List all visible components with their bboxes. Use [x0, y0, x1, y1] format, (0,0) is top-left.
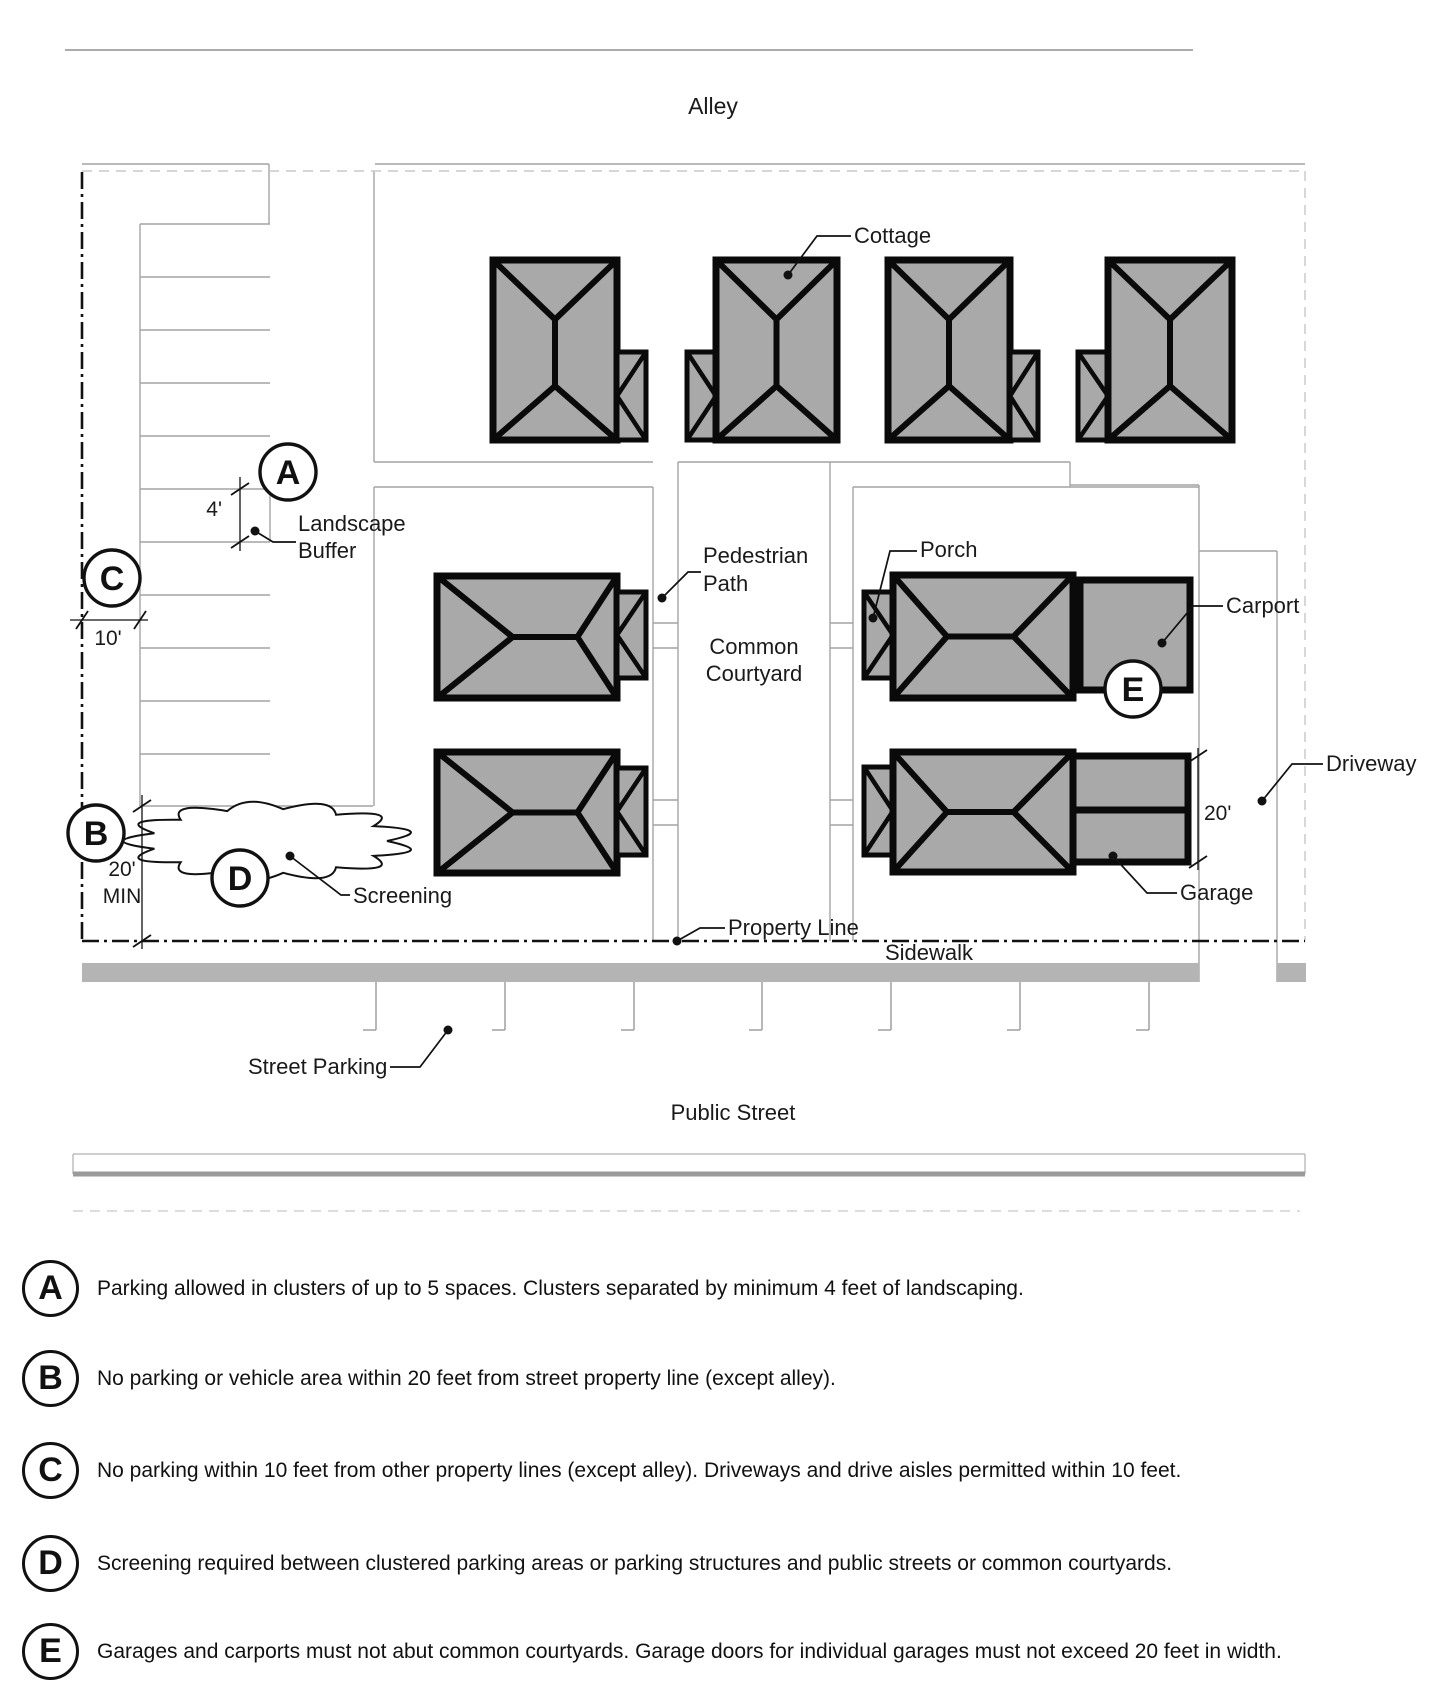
- porch: [864, 592, 893, 678]
- dim-20ft-garage-label: 20': [1204, 802, 1232, 825]
- label-landscape-buffer: Buffer: [298, 538, 357, 563]
- dim-10ft-label: 10': [94, 627, 122, 650]
- label-alley: Alley: [688, 93, 738, 119]
- label-property-line-leader-dot: [673, 937, 682, 946]
- marker-a-letter: A: [275, 454, 301, 492]
- label-property-line: Property Line: [728, 915, 859, 940]
- label-landscape-buffer: Landscape: [298, 511, 406, 536]
- dim-20ft-min-label2: MIN: [102, 885, 142, 908]
- porch: [1010, 352, 1038, 440]
- legend-row-a: [22, 1260, 1024, 1317]
- label-carport: Carport: [1226, 593, 1300, 618]
- label-pedestrian-path-leader: [662, 572, 701, 598]
- legend-marker-d: D: [22, 1535, 79, 1592]
- porch: [1078, 352, 1108, 440]
- legend-row-b: [22, 1350, 836, 1407]
- label-cottage-leader-dot: [784, 271, 793, 280]
- dim-4ft-label: 4': [206, 498, 222, 521]
- label-common-courtyard: Courtyard: [705, 661, 803, 686]
- label-carport-leader-dot: [1158, 639, 1167, 648]
- marker-b-letter: B: [83, 815, 109, 853]
- label-public-street: Public Street: [670, 1100, 796, 1125]
- label-garage: Garage: [1180, 880, 1254, 905]
- label-driveway-leader: [1262, 764, 1323, 801]
- label-screening-leader-dot: [286, 852, 295, 861]
- dim-20ft-min-label: 20': [108, 858, 136, 881]
- label-driveway: Driveway: [1326, 751, 1417, 776]
- label-landscape-buffer-leader: [255, 531, 296, 542]
- marker-e-letter: E: [1121, 671, 1145, 709]
- label-porch-leader-dot: [869, 614, 878, 623]
- label-pedestrian-path: Path: [703, 571, 749, 596]
- legend-text-d: Screening required between clustered parking areas or parking structures and public streets or common courtyards.: [97, 1551, 1173, 1575]
- label-landscape-buffer-leader-dot: [251, 527, 260, 536]
- legend-row-c: [22, 1442, 1181, 1499]
- legend-marker-c: C: [22, 1442, 79, 1499]
- label-property-line-leader: [677, 928, 725, 941]
- marker-c-letter: C: [99, 560, 125, 598]
- label-cottage: Cottage: [854, 223, 932, 248]
- legend-text-a: Parking allowed in clusters of up to 5 spaces. Clusters separated by minimum 4 feet of landscaping.: [97, 1276, 1024, 1300]
- label-pedestrian-path: Pedestrian: [703, 543, 809, 568]
- label-sidewalk: Sidewalk: [884, 940, 974, 965]
- label-common-courtyard: Common: [709, 634, 799, 659]
- porch: [687, 352, 716, 440]
- legend-text-e: Garages and carports must not abut common courtyards. Garage doors for individual garages must not exceed 20 feet in width.: [97, 1639, 1282, 1663]
- porch: [617, 352, 646, 440]
- label-pedestrian-path-leader-dot: [658, 594, 667, 603]
- label-driveway-leader-dot: [1258, 797, 1267, 806]
- porch: [864, 767, 893, 855]
- label-street-parking-leader: [390, 1030, 448, 1067]
- legend-text-b: No parking or vehicle area within 20 feet from street property line (except alley).: [97, 1366, 836, 1390]
- sidewalk: [82, 963, 1199, 982]
- legend-row-d: [22, 1535, 1172, 1592]
- label-street-parking-leader-dot: [444, 1026, 453, 1035]
- porch: [617, 592, 646, 678]
- label-porch: Porch: [920, 537, 978, 562]
- legend-marker-a: A: [22, 1260, 79, 1317]
- label-screening: Screening: [353, 883, 453, 908]
- legend-text-c: No parking within 10 feet from other property lines (except alley). Driveways and drive aisles permitted within 10 feet.: [97, 1458, 1182, 1482]
- label-garage-leader-dot: [1109, 852, 1118, 861]
- legend-marker-e: E: [22, 1623, 79, 1680]
- legend-row-e: [22, 1623, 1282, 1680]
- marker-d-letter: D: [227, 860, 253, 898]
- porch: [617, 768, 646, 855]
- legend-marker-b: B: [22, 1350, 79, 1407]
- label-street-parking: Street Parking: [248, 1054, 388, 1079]
- sidewalk: [1277, 963, 1306, 982]
